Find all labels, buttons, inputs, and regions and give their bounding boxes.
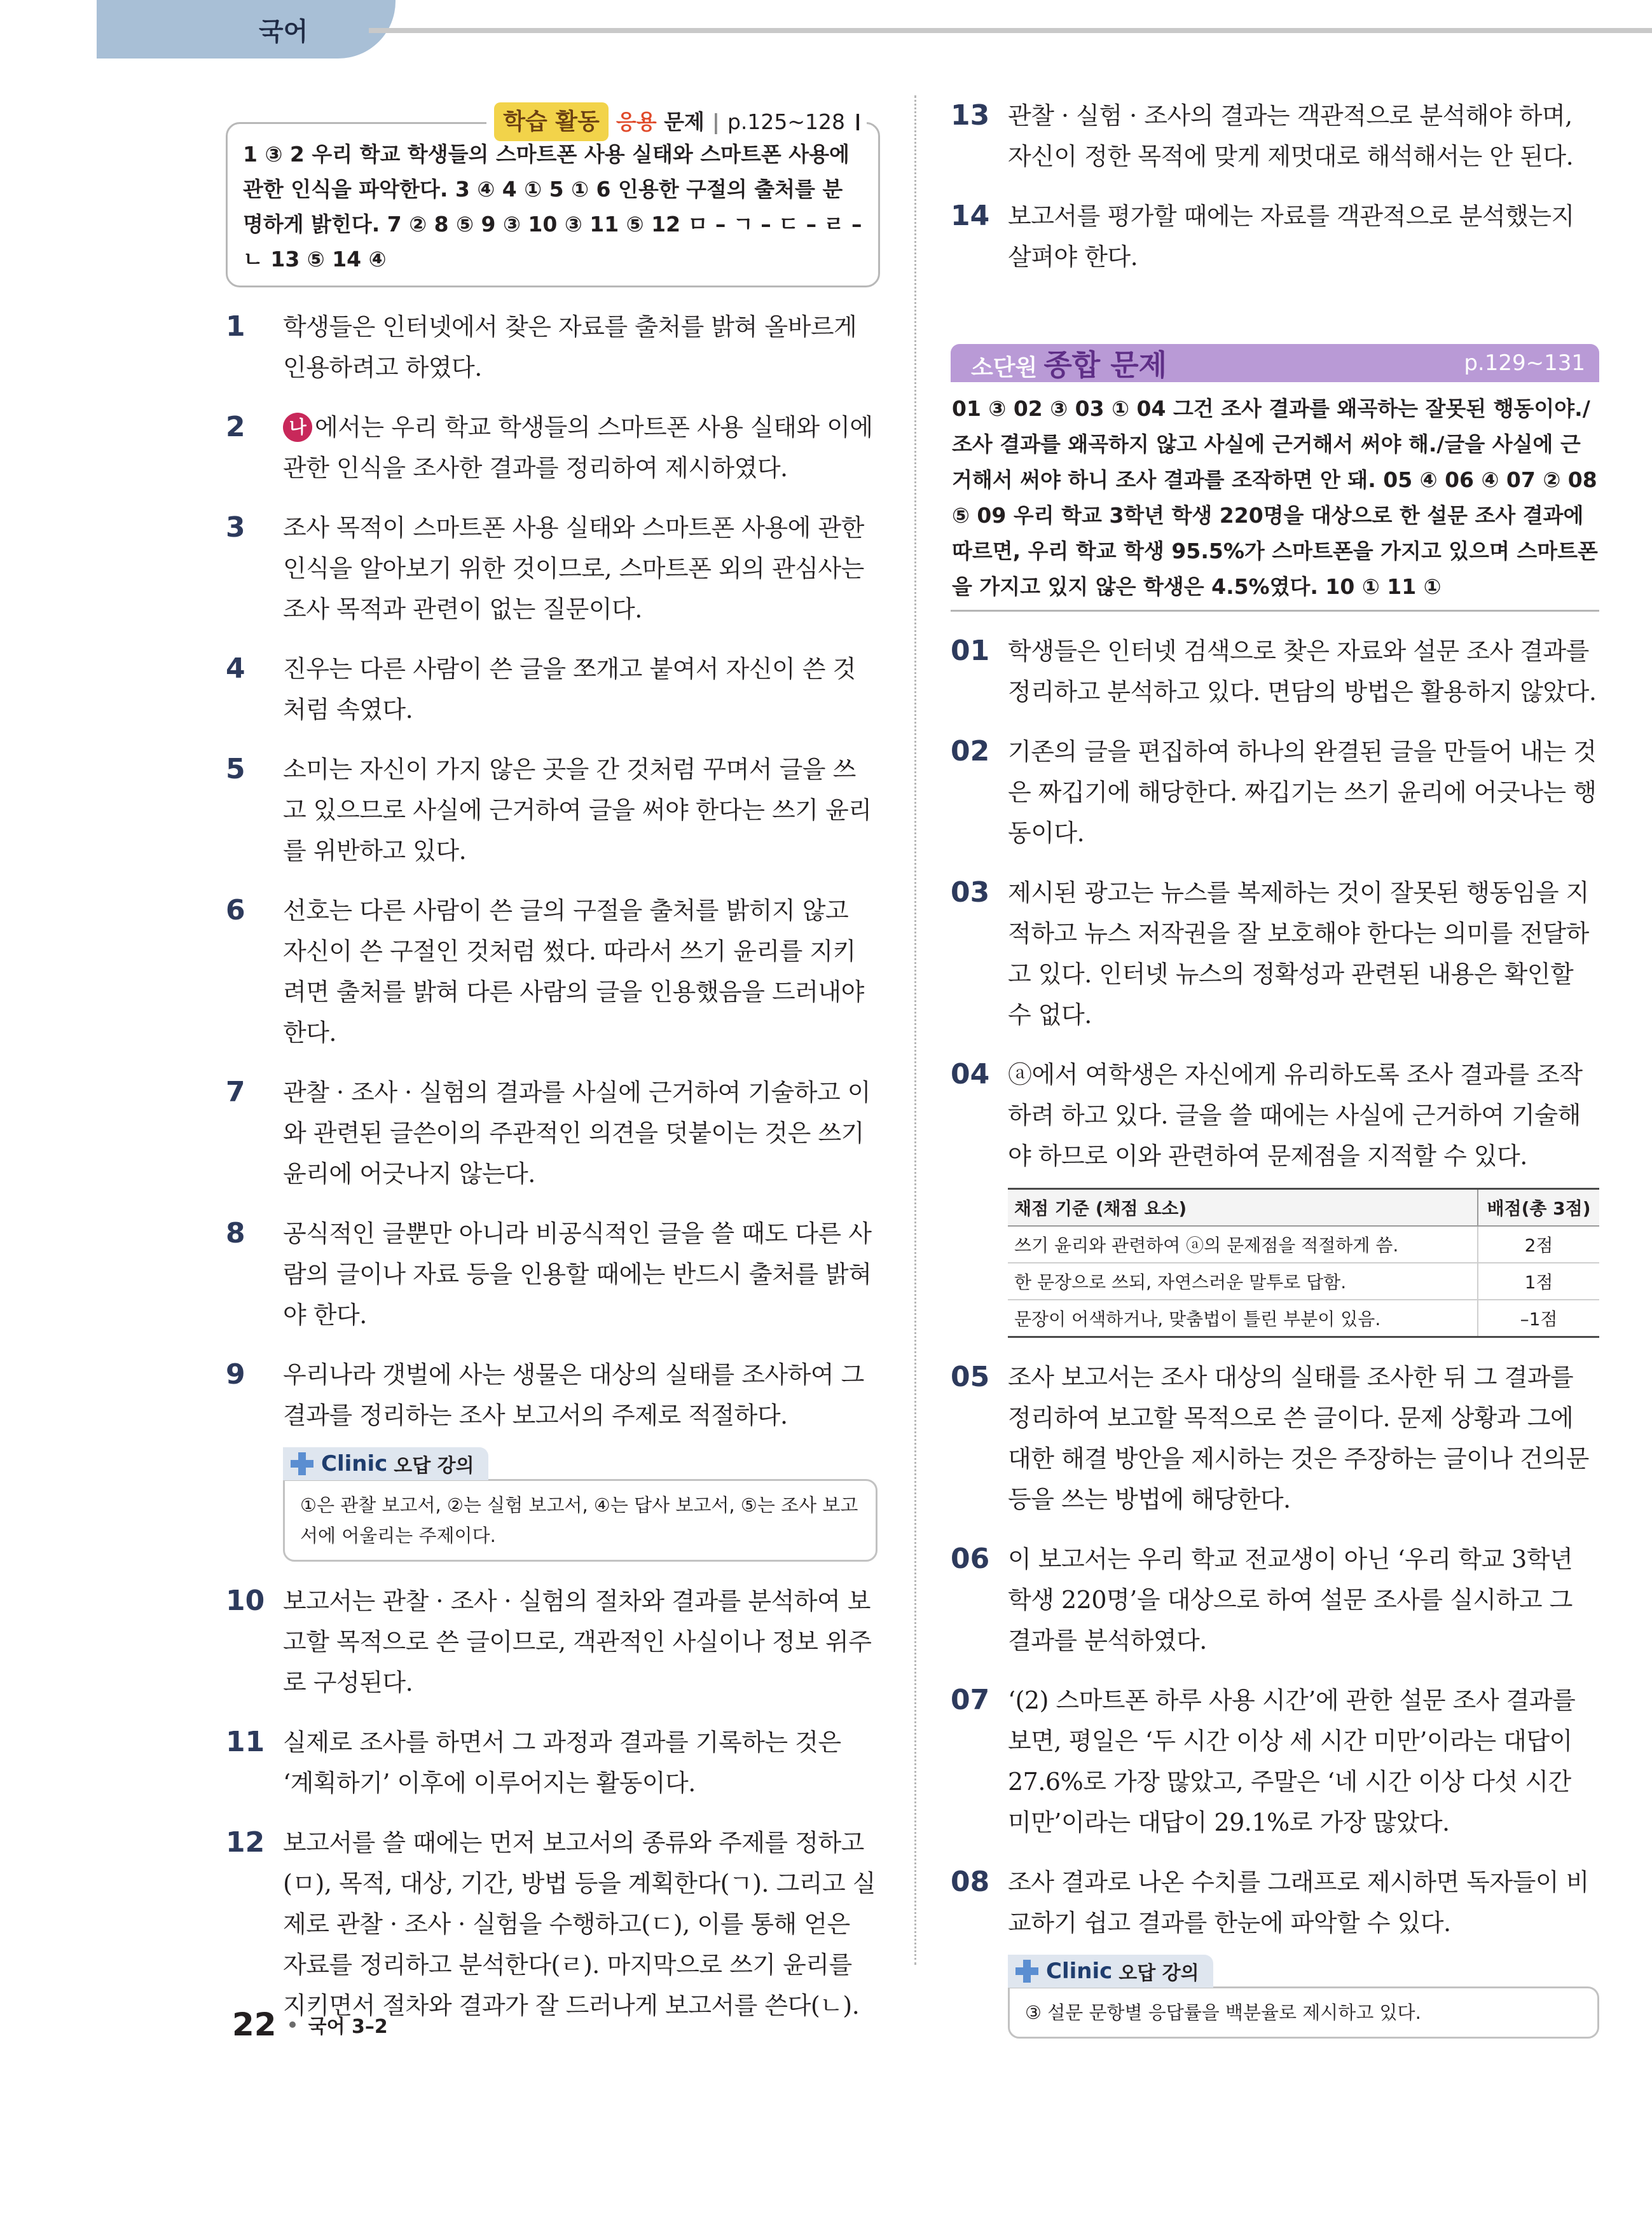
list-item bbox=[951, 1862, 1599, 1943]
table-header: 채점 기준 (채점 요소) bbox=[1008, 1189, 1478, 1227]
table-row bbox=[1008, 1263, 1599, 1300]
item-text: 보고서를 평가할 때에는 자료를 객관적으로 분석했는지 살펴야 한다. bbox=[1008, 202, 1574, 271]
tag-end-mark bbox=[857, 114, 859, 130]
item-number: 08 bbox=[951, 1866, 990, 1898]
item-number: 6 bbox=[226, 894, 245, 926]
item-number: 14 bbox=[951, 200, 990, 232]
item-number: 3 bbox=[226, 511, 245, 544]
list-item bbox=[951, 872, 1599, 1035]
clinic-header bbox=[283, 1447, 488, 1480]
clinic-lecture-label: 오답 강의 bbox=[1119, 1962, 1199, 1985]
item-number: 7 bbox=[226, 1076, 245, 1108]
list-item bbox=[226, 1722, 878, 1803]
column-divider bbox=[914, 95, 916, 1965]
list-item bbox=[226, 507, 878, 630]
right-column bbox=[951, 95, 1599, 2039]
list-item bbox=[226, 1822, 878, 2026]
item-number: 13 bbox=[951, 99, 990, 132]
clinic-header bbox=[1008, 1955, 1213, 1988]
left-column bbox=[226, 95, 878, 2026]
item-text: 기존의 글을 편집하여 하나의 완결된 글을 만들어 내는 것은 짜깁기에 해당한다. 짜깁기는 쓰기 윤리에 어긋나는 행동이다. bbox=[1008, 738, 1597, 847]
plus-icon bbox=[289, 1451, 315, 1476]
list-item bbox=[226, 890, 878, 1053]
item-text: 조사 보고서는 조사 대상의 실태를 조사한 뒤 그 결과를 정리하여 보고할 목적으로 쓴 글이다. 문제 상황과 그에 대한 해결 방안을 제시하는 것은 주장하는 글이나 건의문 등을 쓰는 방법에 해당한다. bbox=[1008, 1363, 1589, 1513]
book-name: 국어 3–2 bbox=[308, 2016, 388, 2038]
na-badge-icon: 나 bbox=[283, 413, 312, 442]
clinic-lecture-label: 오답 강의 bbox=[394, 1455, 474, 1477]
item-number: 12 bbox=[226, 1826, 265, 1859]
list-item bbox=[226, 749, 878, 871]
activity-answers: 1 ③ 2 우리 학교 학생들의 스마트폰 사용 실태와 스마트폰 사용에 관한 인식을 파악한다. 3 ④ 4 ① 5 ① 6 인용한 구절의 출처를 분명하게 밝힌다. 7 ② 8 ⑤ 9 ③ 10 ③ 11 ⑤ 12 ㅁ – ㄱ – ㄷ – ㄹ – ㄴ 13 ⑤ 14 ④ bbox=[243, 142, 862, 272]
clinic-label: Clinic bbox=[321, 1451, 388, 1476]
item-number: 02 bbox=[951, 735, 990, 767]
activity-tag-sub: 응용 bbox=[616, 109, 657, 134]
section-title bbox=[971, 342, 1167, 384]
list-item bbox=[226, 649, 878, 730]
item-number: 10 bbox=[226, 1585, 265, 1617]
item-text: 소미는 자신이 가지 않은 곳을 간 것처럼 꾸며서 글을 쓰고 있으므로 사실에 근거하여 글을 써야 한다는 쓰기 윤리를 위반하고 있다. bbox=[283, 755, 872, 865]
item-text: 학생들은 인터넷 검색으로 찾은 자료와 설문 조사 결과를 정리하고 분석하고 있다. 면담의 방법은 활용하지 않았다. bbox=[1008, 637, 1597, 706]
list-item bbox=[951, 196, 1599, 277]
activity-tag: 학습 활동 응용 문제 | p.125~128 bbox=[486, 102, 867, 141]
item-text: 조사 목적이 스마트폰 사용 실태와 스마트폰 사용에 관한 인식을 알아보기 위한 것이므로, 스마트폰 외의 관심사는 조사 목적과 관련이 없는 질문이다. bbox=[283, 514, 864, 623]
activity-tag-main: 학습 활동 bbox=[494, 102, 609, 141]
item-text: 학생들은 인터넷에서 찾은 자료를 출처를 밝혀 올바르게 인용하려고 하였다. bbox=[283, 313, 857, 382]
clinic-label: Clinic bbox=[1046, 1958, 1113, 1984]
page-number: 22 bbox=[232, 2006, 277, 2043]
item-number: 01 bbox=[951, 635, 990, 667]
item-text: 보고서를 쓸 때에는 먼저 보고서의 종류와 주제를 정하고(ㅁ), 목적, 대상, 기간, 방법 등을 계획한다(ㄱ). 그리고 실제로 관찰 · 조사 · 실험을 수행하고(ㄷ), 이를 통해 얻은 자료를 정리하고 분석한다(ㄹ). 마지막으로 쓰기 윤리를 지키면서 절차와 결과가 잘 드러나게 보고서를 쓴다(ㄴ). bbox=[283, 1829, 876, 2020]
list-item bbox=[951, 1357, 1599, 1520]
bullet-dot-icon bbox=[289, 2021, 296, 2028]
clinic-body: ③ 설문 문항별 응답률을 백분율로 제시하고 있다. bbox=[1008, 1986, 1599, 2039]
clinic-box bbox=[1008, 1955, 1599, 2039]
item-number: 07 bbox=[951, 1684, 990, 1716]
item-text: 선호는 다른 사람이 쓴 글의 구절을 출처를 밝히지 않고 자신이 쓴 구절인 것처럼 썼다. 따라서 쓰기 윤리를 지키려면 출처를 밝혀 다른 사람의 글을 인용했음을 드러내야 한다. bbox=[283, 897, 864, 1047]
page-footer bbox=[232, 2006, 388, 2043]
list-item bbox=[951, 1054, 1599, 1176]
list-item bbox=[226, 1354, 878, 1436]
list-item bbox=[951, 95, 1599, 177]
section-name: 종합 문제 bbox=[1043, 348, 1167, 382]
table-cell: 한 문장으로 쓰되, 자연스러운 말투로 답함. bbox=[1008, 1263, 1478, 1300]
table-row bbox=[1008, 1226, 1599, 1263]
item-number: 03 bbox=[951, 876, 990, 909]
table-row bbox=[1008, 1300, 1599, 1337]
item-text: 우리나라 갯벌에 사는 생물은 대상의 실태를 조사하여 그 결과를 정리하는 조사 보고서의 주제로 적절하다. bbox=[283, 1361, 864, 1429]
subject-label: 국어 bbox=[259, 17, 308, 46]
section-pages: p.129~131 bbox=[1464, 350, 1585, 376]
item-number: 06 bbox=[951, 1543, 990, 1575]
item-number: 04 bbox=[951, 1058, 990, 1091]
item-text: 관찰 · 실험 · 조사의 결과는 객관적으로 분석해야 하며, 자신이 정한 목적에 맞게 제멋대로 해석해서는 안 된다. bbox=[1008, 102, 1574, 170]
item-text bbox=[283, 407, 878, 488]
item-text: ⓐ에서 여학생은 자신에게 유리하도록 조사 결과를 조작하려 하고 있다. 글을 쓸 때에는 사실에 근거하여 기술해야 하므로 이와 관련하여 문제점을 지적할 수 있다. bbox=[1008, 1061, 1583, 1170]
list-item bbox=[951, 1680, 1599, 1843]
section-label: 소단원 bbox=[971, 355, 1038, 381]
table-header: 배점(총 3점) bbox=[1478, 1189, 1599, 1227]
item-text: 실제로 조사를 하면서 그 과정과 결과를 기록하는 것은 ‘계획하기’ 이후에 이루어지는 활동이다. bbox=[283, 1728, 841, 1797]
subject-tab bbox=[97, 0, 396, 59]
item-number: 05 bbox=[951, 1361, 990, 1393]
header-rule bbox=[369, 28, 1652, 33]
list-item bbox=[951, 731, 1599, 853]
item-text: 관찰 · 조사 · 실험의 결과를 사실에 근거하여 기술하고 이와 관련된 글쓴이의 주관적인 의견을 덧붙이는 것은 쓰기 윤리에 어긋나지 않는다. bbox=[283, 1078, 871, 1188]
table-cell: –1점 bbox=[1478, 1300, 1599, 1337]
activity-answer-box bbox=[226, 109, 880, 287]
item-text: 보고서는 관찰 · 조사 · 실험의 절차와 결과를 분석하여 보고할 목적으로 쓴 글이므로, 객관적인 사실이나 정보 위주로 구성된다. bbox=[283, 1587, 872, 1697]
list-item bbox=[226, 306, 878, 388]
item-number: 4 bbox=[226, 652, 245, 685]
item-number: 8 bbox=[226, 1217, 245, 1249]
item-number: 9 bbox=[226, 1358, 245, 1391]
item-text-body: 에서는 우리 학교 학생들의 스마트폰 사용 실태와 이에 관한 인식을 조사한 결과를 정리하여 제시하였다. bbox=[283, 413, 873, 482]
clinic-box bbox=[283, 1447, 878, 1562]
table-cell: 2점 bbox=[1478, 1226, 1599, 1263]
item-text: 조사 결과로 나온 수치를 그래프로 제시하면 독자들이 비교하기 쉽고 결과를 한눈에 파악할 수 있다. bbox=[1008, 1868, 1589, 1937]
item-text: 제시된 광고는 뉴스를 복제하는 것이 잘못된 행동임을 지적하고 뉴스 저작권을 잘 보호해야 한다는 의미를 전달하고 있다. 인터넷 뉴스의 정확성과 관련된 내용은 확인할 수 없다. bbox=[1008, 879, 1589, 1029]
item-number: 11 bbox=[226, 1726, 265, 1758]
list-item bbox=[226, 407, 878, 488]
list-item bbox=[226, 1581, 878, 1703]
table-cell: 문장이 어색하거나, 맞춤법이 틀린 부분이 있음. bbox=[1008, 1300, 1478, 1337]
plus-icon bbox=[1014, 1958, 1040, 1984]
activity-tag-sub2: 문제 bbox=[664, 109, 705, 134]
table-cell: 1점 bbox=[1478, 1263, 1599, 1300]
item-text: 진우는 다른 사람이 쓴 글을 쪼개고 붙여서 자신이 쓴 것처럼 속였다. bbox=[283, 655, 856, 724]
list-item bbox=[226, 1072, 878, 1194]
list-item bbox=[951, 631, 1599, 712]
section-banner bbox=[951, 344, 1599, 382]
activity-tag-pages: p.125~128 bbox=[727, 109, 845, 134]
clinic-body: ①은 관찰 보고서, ②는 실험 보고서, ④는 답사 보고서, ⑤는 조사 보고서에 어울리는 주제이다. bbox=[283, 1479, 878, 1562]
section-answers: 01 ③ 02 ③ 03 ① 04 그건 조사 결과를 왜곡하는 잘못된 행동이야./조사 결과를 왜곡하지 않고 사실에 근거해서 써야 해./글을 사실에 근거해서 써야 하니 조사 결과를 조작하면 안 돼. 05 ④ 06 ④ 07 ② 08 ⑤ 09 우리 학교 3학년 학생 220명을 대상으로 한 설문 조사 결과에 따르면, 우리 학교 학생 95.5%가 스마트폰을 가지고 있으며 스마트폰을 가지고 있지 않은 학생은 4.5%였다. 10 ① 11 ① bbox=[951, 382, 1599, 612]
score-table bbox=[1008, 1188, 1599, 1338]
item-text: 이 보고서는 우리 학교 전교생이 아닌 ‘우리 학교 3학년 학생 220명’을 대상으로 하여 설문 조사를 실시하고 그 결과를 분석하였다. bbox=[1008, 1545, 1573, 1655]
item-number: 5 bbox=[226, 753, 245, 785]
item-text: ‘(2) 스마트폰 하루 사용 시간’에 관한 설문 조사 결과를 보면, 평일은 ‘두 시간 이상 세 시간 미만’이라는 대답이 27.6%로 가장 많았고, 주말은 ‘네 시간 이상 다섯 시간 미만’이라는 대답이 29.1%로 가장 많았다. bbox=[1008, 1686, 1576, 1836]
item-number: 2 bbox=[226, 411, 245, 443]
table-header-row bbox=[1008, 1189, 1599, 1227]
item-text: 공식적인 글뿐만 아니라 비공식적인 글을 쓸 때도 다른 사람의 글이나 자료 등을 인용할 때에는 반드시 출처를 밝혀야 한다. bbox=[283, 1220, 872, 1329]
table-cell: 쓰기 윤리와 관련하여 ⓐ의 문제점을 적절하게 씀. bbox=[1008, 1226, 1478, 1263]
list-item bbox=[951, 1539, 1599, 1661]
list-item bbox=[226, 1213, 878, 1335]
item-number: 1 bbox=[226, 310, 245, 343]
